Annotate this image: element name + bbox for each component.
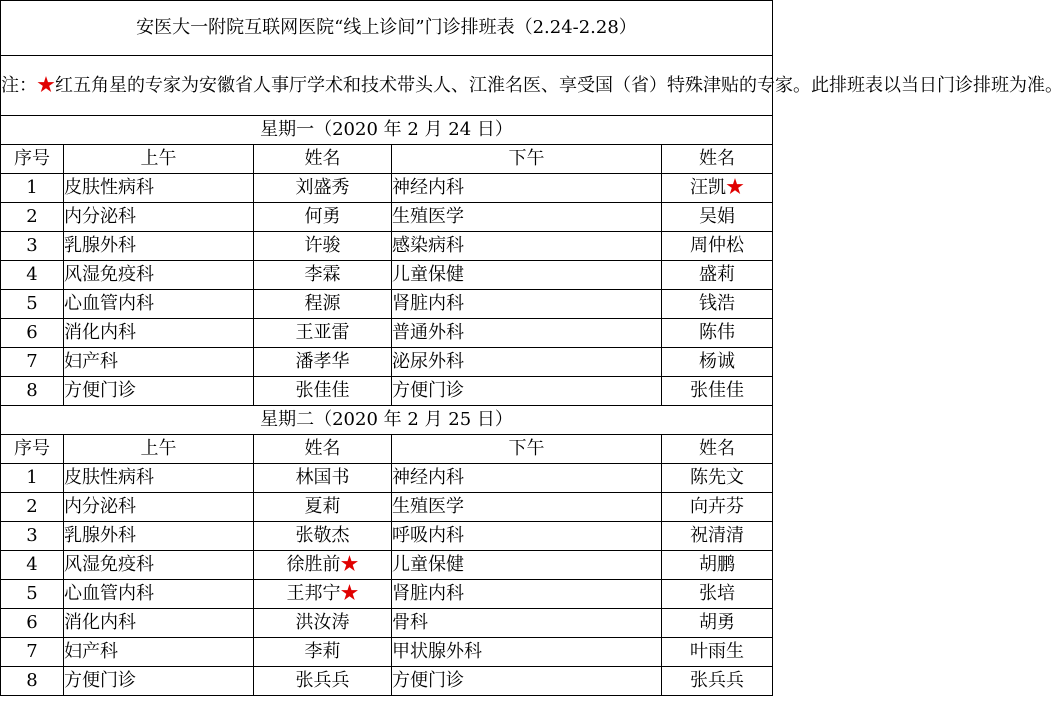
pm-doctor-name: 叶雨生 [690,641,744,662]
table-row [1,174,773,203]
am-doctor-cell [254,609,392,638]
am-department: 乳腺外科 [64,232,254,261]
am-department: 皮肤性病科 [64,174,254,203]
row-number: 6 [1,319,64,348]
column-header-pm-name: 姓名 [662,435,773,464]
pm-department: 呼吸内科 [392,522,662,551]
table-row [1,551,773,580]
pm-doctor-cell [662,522,773,551]
schedule-body [1,1,1063,696]
am-doctor-cell [254,464,392,493]
table-row [1,290,773,319]
am-doctor-name: 张兵兵 [295,670,350,691]
am-department: 方便门诊 [64,667,254,696]
pm-department: 生殖医学 [392,493,662,522]
note-row [1,56,773,116]
am-doctor-name: 王亚雷 [295,322,350,343]
pm-department: 感染病科 [392,232,662,261]
day-header-row [1,116,773,145]
column-header-am: 上午 [64,435,254,464]
table-row [1,319,773,348]
am-doctor-cell [254,203,392,232]
table-row [1,377,773,406]
pm-department: 神经内科 [392,174,662,203]
row-number: 5 [1,580,64,609]
table-row [1,203,773,232]
row-number: 5 [1,290,64,319]
am-doctor-name: 张敬杰 [295,525,350,546]
am-department: 妇产科 [64,348,254,377]
pm-department: 神经内科 [392,464,662,493]
column-header-index: 序号 [1,145,64,174]
red-star-icon: ★ [726,177,744,198]
pm-doctor-name: 吴娟 [699,206,735,227]
pm-doctor-name: 胡鹏 [699,554,735,575]
pm-doctor-name: 张佳佳 [690,380,744,401]
pm-doctor-name: 胡勇 [699,612,735,633]
pm-doctor-name: 向卉芬 [690,496,744,517]
note-cell [1,56,1063,116]
table-row [1,464,773,493]
am-doctor-name: 夏莉 [304,496,341,517]
pm-doctor-cell [662,377,773,406]
column-header-index: 序号 [1,435,64,464]
am-department: 风湿免疫科 [64,551,254,580]
title-row [1,1,773,56]
column-header-pm-name: 姓名 [662,145,773,174]
am-doctor-name: 徐胜前 [286,554,341,575]
pm-doctor-cell [662,638,773,667]
row-number: 2 [1,493,64,522]
red-star-icon: ★ [37,74,55,96]
pm-doctor-cell [662,348,773,377]
table-row [1,667,773,696]
pm-department: 方便门诊 [392,377,662,406]
day-label: 星期二（2020 年 2 月 25 日） [1,406,773,435]
pm-doctor-cell [662,580,773,609]
table-row [1,348,773,377]
note-text: 红五角星的专家为安徽省人事厅学术和技术带头人、江淮名医、享受国（省）特殊津贴的专家。此排班表以当日门诊排班为准。 [55,74,1063,96]
row-number: 6 [1,609,64,638]
am-department: 乳腺外科 [64,522,254,551]
pm-department: 肾脏内科 [392,580,662,609]
pm-doctor-name: 张兵兵 [690,670,744,691]
pm-doctor-cell [662,464,773,493]
am-department: 心血管内科 [64,580,254,609]
am-doctor-cell [254,232,392,261]
column-header-pm: 下午 [392,435,662,464]
am-doctor-name: 潘孝华 [295,351,350,372]
am-department: 心血管内科 [64,290,254,319]
am-doctor-cell [254,261,392,290]
row-number: 4 [1,551,64,580]
am-department: 内分泌科 [64,493,254,522]
red-star-icon: ★ [340,583,359,604]
table-row [1,580,773,609]
am-department: 妇产科 [64,638,254,667]
row-number: 3 [1,522,64,551]
am-doctor-cell [254,319,392,348]
am-doctor-cell [254,348,392,377]
am-doctor-name: 王邦宁 [286,583,341,604]
am-doctor-cell [254,290,392,319]
table-row [1,638,773,667]
pm-doctor-name: 汪凯 [690,177,726,198]
pm-doctor-name: 张培 [699,583,735,604]
am-department: 风湿免疫科 [64,261,254,290]
pm-department: 方便门诊 [392,667,662,696]
pm-doctor-cell [662,174,773,203]
note-prefix: 注： [1,74,37,96]
am-doctor-cell [254,580,392,609]
am-doctor-cell [254,174,392,203]
row-number: 7 [1,348,64,377]
pm-doctor-name: 陈伟 [699,322,735,343]
pm-doctor-name: 周仲松 [690,235,744,256]
pm-doctor-cell [662,551,773,580]
column-header-am-name: 姓名 [254,145,392,174]
pm-department: 泌尿外科 [392,348,662,377]
am-doctor-name: 李莉 [304,641,341,662]
table-row [1,609,773,638]
page-title: 安医大一附院互联网医院“线上诊间”门诊排班表（2.24-2.28） [1,1,773,56]
am-doctor-name: 程源 [304,293,341,314]
table-row [1,232,773,261]
table-row [1,522,773,551]
am-doctor-cell [254,377,392,406]
am-doctor-cell [254,493,392,522]
pm-doctor-name: 钱浩 [699,293,735,314]
row-number: 1 [1,464,64,493]
pm-doctor-cell [662,290,773,319]
pm-department: 骨科 [392,609,662,638]
pm-doctor-cell [662,232,773,261]
row-number: 8 [1,667,64,696]
pm-doctor-cell [662,203,773,232]
row-number: 7 [1,638,64,667]
am-doctor-name: 林国书 [295,467,350,488]
row-number: 2 [1,203,64,232]
day-label: 星期一（2020 年 2 月 24 日） [1,116,773,145]
am-doctor-name: 洪汝涛 [295,612,350,633]
column-header-am: 上午 [64,145,254,174]
pm-doctor-name: 祝清清 [690,525,744,546]
am-doctor-cell [254,638,392,667]
table-row [1,261,773,290]
pm-doctor-cell [662,609,773,638]
pm-doctor-name: 陈先文 [690,467,744,488]
am-doctor-cell [254,522,392,551]
pm-department: 儿童保健 [392,261,662,290]
row-number: 3 [1,232,64,261]
am-department: 消化内科 [64,609,254,638]
pm-department: 生殖医学 [392,203,662,232]
table-row [1,493,773,522]
pm-department: 肾脏内科 [392,290,662,319]
row-number: 8 [1,377,64,406]
day-header-row [1,406,773,435]
am-doctor-name: 何勇 [304,206,341,227]
pm-doctor-name: 盛莉 [699,264,735,285]
am-doctor-cell [254,667,392,696]
pm-doctor-cell [662,493,773,522]
pm-department: 甲状腺外科 [392,638,662,667]
column-header-row [1,145,773,174]
pm-doctor-name: 杨诚 [699,351,735,372]
am-department: 消化内科 [64,319,254,348]
pm-doctor-cell [662,319,773,348]
am-doctor-name: 李霖 [304,264,341,285]
pm-doctor-cell [662,667,773,696]
am-department: 皮肤性病科 [64,464,254,493]
column-header-am-name: 姓名 [254,435,392,464]
column-header-pm: 下午 [392,145,662,174]
am-department: 方便门诊 [64,377,254,406]
pm-department: 普通外科 [392,319,662,348]
am-department: 内分泌科 [64,203,254,232]
red-star-icon: ★ [340,554,359,575]
pm-department: 儿童保健 [392,551,662,580]
am-doctor-name: 张佳佳 [295,380,350,401]
column-header-row [1,435,773,464]
am-doctor-name: 许骏 [304,235,341,256]
am-doctor-name: 刘盛秀 [295,177,350,198]
row-number: 4 [1,261,64,290]
am-doctor-cell [254,551,392,580]
row-number: 1 [1,174,64,203]
pm-doctor-cell [662,261,773,290]
